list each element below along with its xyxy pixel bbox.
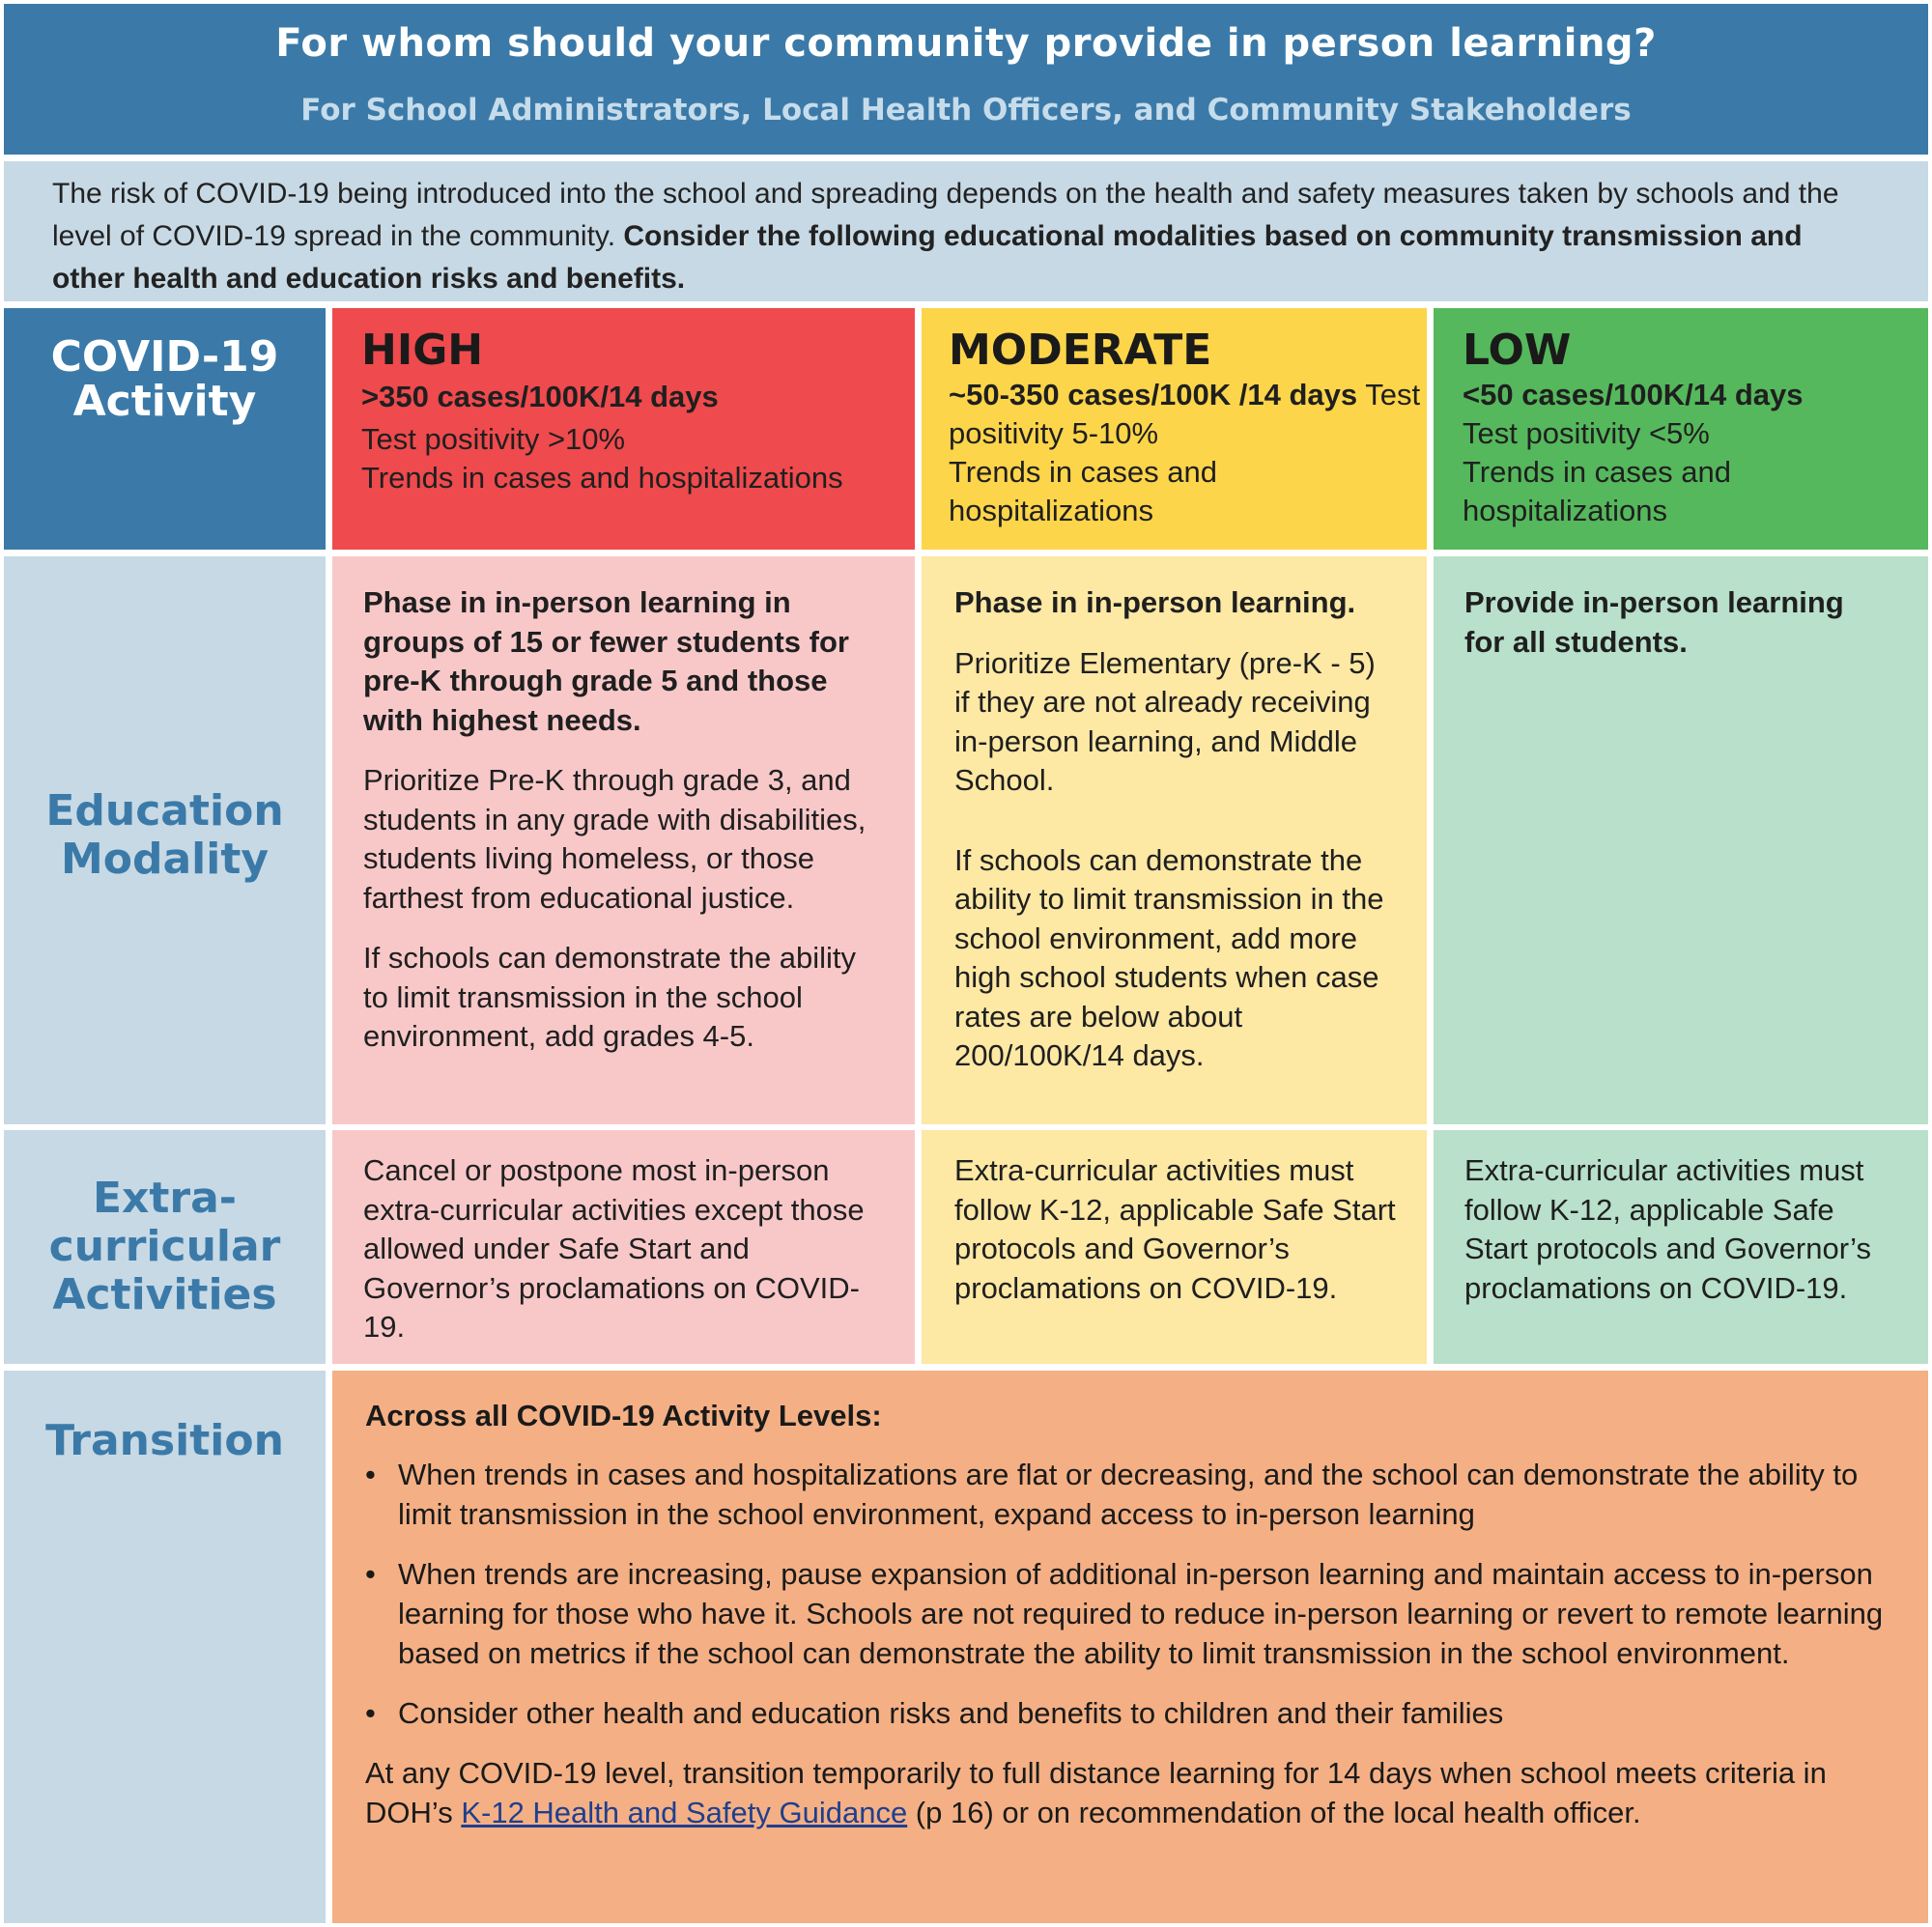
list-item	[365, 1455, 1889, 1534]
row-label-transition-text: Transition	[45, 1416, 284, 1465]
k12-guidance-link[interactable]: K-12 Health and Safety Guidance	[461, 1796, 908, 1829]
level-high-header	[332, 308, 915, 550]
level-high-positivity: Test positivity >10%	[361, 422, 626, 456]
page-subtitle: For School Administrators, Local Health Officers, and Community Stakeholders	[300, 93, 1632, 128]
transition-closing	[365, 1753, 1889, 1832]
level-low-metric: <50 cases/100K/14 days	[1463, 378, 1804, 411]
transition-bullet-list	[365, 1455, 1889, 1733]
level-high-metric: >350 cases/100K/14 days	[361, 380, 719, 413]
guidance-document	[4, 4, 1928, 1923]
bullet-icon: •	[365, 1557, 376, 1591]
level-moderate-positivity: Test positivity 5-10%	[949, 378, 1421, 450]
education-low-cell	[1434, 556, 1928, 1124]
extra-low-text: Extra-curricular activities must follow K-12, applicable Safe Start protocols and Governor’s proclamations on COVID-19.	[1464, 1153, 1872, 1305]
education-moderate-bold: Phase in in-person learning.	[954, 585, 1356, 619]
education-high-p1: Prioritize Pre-K through grade 3, and students in any grade with disabilities, students living homeless, or those farthest from educational justice.	[363, 763, 867, 915]
level-moderate-name: MODERATE	[949, 326, 1212, 375]
education-low-bold: Provide in-person learning for all students.	[1464, 585, 1844, 659]
row-label-covid-activity	[4, 308, 326, 550]
intro-text: The risk of COVID-19 being introduced into the school and spreading depends on the health and safety measures taken by schools and the level of COVID-19 spread in the community.	[52, 178, 1839, 252]
row-label-covid-activity-text: COVID-19 Activity	[50, 332, 279, 426]
extra-moderate-cell	[922, 1130, 1427, 1364]
level-low-positivity: Test positivity <5%	[1463, 416, 1710, 450]
level-high-trends: Trends in cases and hospitalizations	[361, 461, 843, 495]
education-moderate-p2: If schools can demonstrate the ability to limit transmission in the school environment, add more high school students when case rates are below about 200/100K/14 days.	[954, 842, 1384, 1072]
list-item	[365, 1693, 1889, 1733]
list-item	[365, 1554, 1889, 1673]
row-label-education-modality	[4, 556, 326, 1124]
intro-bold-text: Consider the following educational modalities based on community transmission and other health and education risks and benefits.	[52, 220, 1803, 295]
row-label-extracurricular-text: Extra-curricular Activities	[48, 1174, 281, 1319]
education-moderate-p1: Prioritize Elementary (pre-K - 5) if they are not already receiving in-person learning, and Middle School.	[954, 645, 1376, 797]
education-moderate-cell	[922, 556, 1427, 1124]
education-high-p2: If schools can demonstrate the ability to limit transmission in the school environment, add grades 4-5.	[363, 941, 857, 1053]
row-label-extracurricular	[4, 1130, 326, 1364]
extra-moderate-text: Extra-curricular activities must follow K-12, applicable Safe Start protocols and Governor’s proclamations on COVID-19.	[954, 1153, 1396, 1305]
extra-low-cell	[1434, 1130, 1928, 1364]
bullet-icon: •	[365, 1696, 376, 1730]
intro-paragraph	[4, 161, 1928, 301]
transition-bullet-text: When trends are increasing, pause expansion of additional in-person learning and maintain access to in-person learning for those who have it. Schools are not required to reduce in-person learning or revert to remote learning based on metrics if the school can demonstrate the ability to limit transmission in the school environment.	[398, 1557, 1884, 1670]
transition-heading: Across all COVID-19 Activity Levels:	[365, 1399, 882, 1432]
level-low-name: LOW	[1463, 326, 1572, 375]
education-high-cell	[332, 556, 915, 1124]
level-moderate-header	[922, 308, 1427, 550]
transition-cell	[332, 1371, 1928, 1923]
page-title: For whom should your community provide in person learning?	[275, 21, 1657, 66]
level-high-name: HIGH	[361, 326, 484, 375]
level-low-header	[1434, 308, 1928, 550]
bullet-icon: •	[365, 1458, 376, 1491]
transition-closing-suffix: (p 16) or on recommendation of the local health officer.	[907, 1796, 1641, 1829]
page-header	[4, 4, 1928, 155]
education-high-bold: Phase in in-person learning in groups of 15 or fewer students for pre-K through grade 5 and those with highest needs.	[363, 585, 849, 737]
level-moderate-trends: Trends in cases and hospitalizations	[949, 455, 1218, 527]
row-label-education-modality-text: Education Modality	[45, 786, 284, 884]
transition-bullet-text: When trends in cases and hospitalizations are flat or decreasing, and the school can demonstrate the ability to limit transmission in the school environment, expand access to in-person learning	[398, 1458, 1859, 1531]
extra-high-cell	[332, 1130, 915, 1364]
transition-closing-text: At any COVID-19 level, transition temporarily to full distance learning for 14 days when school meets criteria in DOH’s	[365, 1756, 1827, 1829]
row-label-transition	[4, 1371, 326, 1923]
extra-high-text: Cancel or postpone most in-person extra-curricular activities except those allowed under Safe Start and Governor’s proclamations on COVID-19.	[363, 1153, 865, 1344]
level-moderate-metric: ~50-350 cases/100K /14 days	[949, 378, 1358, 411]
level-low-trends: Trends in cases and hospitalizations	[1463, 455, 1732, 527]
transition-bullet-text: Consider other health and education risks and benefits to children and their families	[398, 1696, 1504, 1730]
